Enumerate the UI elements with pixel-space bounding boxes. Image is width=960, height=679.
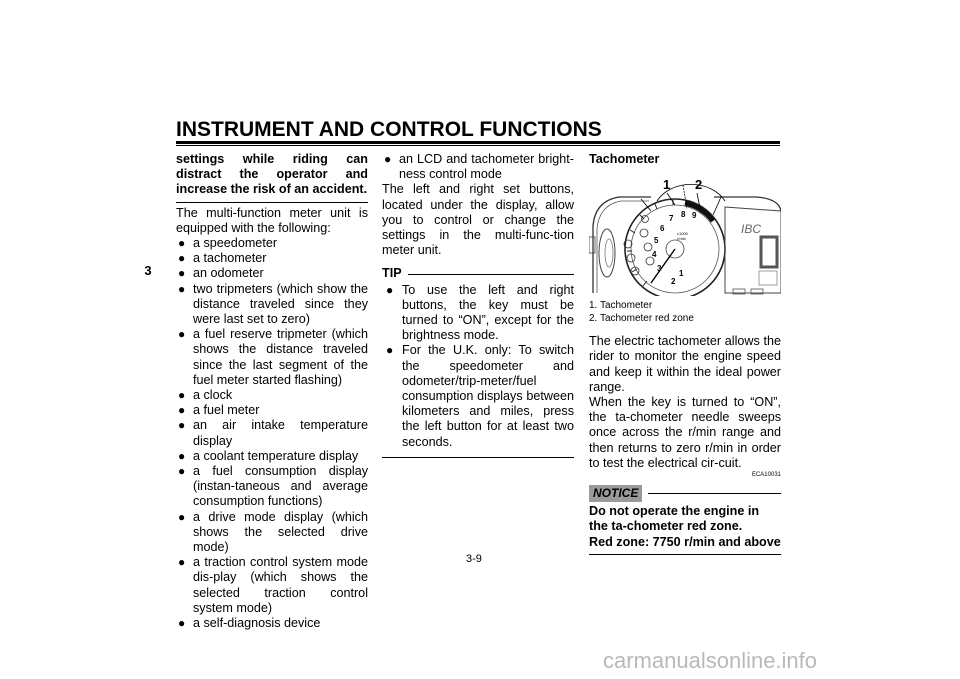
dial-number: 9: [692, 211, 697, 221]
list-item: ● a fuel consumption display (instan-taneous and average consumption functions): [178, 464, 368, 509]
column-1: [176, 152, 368, 631]
dial-number: 6: [660, 224, 665, 234]
list-item: ● For the U.K. only: To switch the speedometer and odometer/trip-meter/fuel consumption displays between kilometers and miles, press the left button for at least two seconds.: [386, 343, 574, 449]
dial-unit-sub: r/min: [677, 236, 686, 242]
dial-number: 8: [681, 210, 686, 220]
list-item: ● a clock: [178, 388, 233, 403]
tip-header: [382, 266, 574, 281]
dial-number: 3: [657, 264, 662, 274]
callout-2: 2: [695, 177, 703, 193]
list-item: ● a fuel reserve tripmeter (which shows the distance traveled since the last segment of the fuel meter started flashing): [178, 327, 368, 387]
needle-sweep-paragraph: When the key is turned to “ON”, the ta-chometer needle sweeps once across the r/min range and then returns to zero r/min in order to test the electrical cir-cuit.: [589, 395, 781, 470]
list-item: ● a fuel meter: [178, 403, 260, 418]
tip-list: [382, 283, 574, 450]
tip-end-rule: [382, 457, 574, 458]
list-item: ● To use the left and right buttons, the key must be turned to “ON”, except for the brightness mode.: [386, 282, 574, 343]
page-title: INSTRUMENT AND CONTROL FUNCTIONS: [176, 118, 602, 141]
intro-paragraph: The multi-function meter unit is equipped with the following:: [176, 205, 368, 235]
tachometer-figure: [589, 171, 781, 296]
chapter-tab: 3: [144, 263, 152, 278]
notice-header: [589, 485, 781, 502]
notice-text: Do not operate the engine in the ta-chometer red zone.: [589, 504, 760, 534]
lcd-text: IBC: [741, 222, 762, 237]
column-2: [382, 152, 574, 458]
warning-text: settings while riding can distract the operator and increase the risk of an accident.: [176, 152, 368, 197]
list-item: ● an air intake temperature display: [178, 418, 368, 448]
dial-number: 4: [652, 250, 657, 260]
tachometer-illustration: [589, 171, 781, 296]
list-item: ● an odometer: [178, 266, 264, 281]
dial-number: 1: [679, 269, 684, 279]
section-heading: Tachometer: [589, 152, 660, 166]
list-item: ● a drive mode display (which shows the selected drive mode): [178, 509, 368, 555]
list-item: ● a speedometer: [178, 236, 278, 251]
dial-unit: x1000: [677, 231, 688, 237]
list-item: ● an LCD and tachometer bright-ness control mode: [384, 152, 574, 182]
list-item: ● a traction control system mode dis-play (which shows the selected traction control system mode): [178, 555, 368, 615]
list-item: ● a self-diagnosis device: [178, 616, 321, 631]
title-rule: [176, 141, 780, 144]
title-rule-thin: [176, 145, 780, 146]
dial-number: 5: [654, 236, 659, 246]
warning-end-rule: [176, 202, 368, 203]
page-number: 3-9: [466, 553, 482, 565]
caption-item: 1. Tachometer: [589, 300, 653, 312]
notice-badge: NOTICE: [589, 485, 642, 502]
notice-code: ECA10031: [751, 472, 781, 479]
watermark: carmanualsonline.info: [603, 648, 818, 673]
dial-number: 2: [671, 277, 676, 287]
set-buttons-paragraph: The left and right set buttons, located under the display, allow you to control or change the settings in the multi-func-tion meter unit.: [382, 182, 574, 258]
dial-number: 7: [669, 214, 674, 224]
notice-end-rule: [589, 554, 781, 555]
feature-list: [176, 236, 368, 631]
caption-item: 2. Tachometer red zone: [589, 313, 694, 325]
list-item: ● a tachometer: [178, 251, 267, 266]
list-item: ● a coolant temperature display: [178, 448, 359, 463]
notice-red-zone: Red zone: 7750 r/min and above: [589, 534, 781, 549]
tachometer-paragraph: The electric tachometer allows the rider to monitor the engine speed and keep it within the ideal power range.: [589, 334, 781, 394]
tip-label: TIP: [382, 266, 402, 281]
figure-captions: [589, 299, 781, 325]
list-item: ● two tripmeters (which show the distance traveled since they were last set to zero): [178, 281, 368, 327]
callout-1: 1: [663, 177, 671, 193]
column-3: [589, 152, 781, 555]
